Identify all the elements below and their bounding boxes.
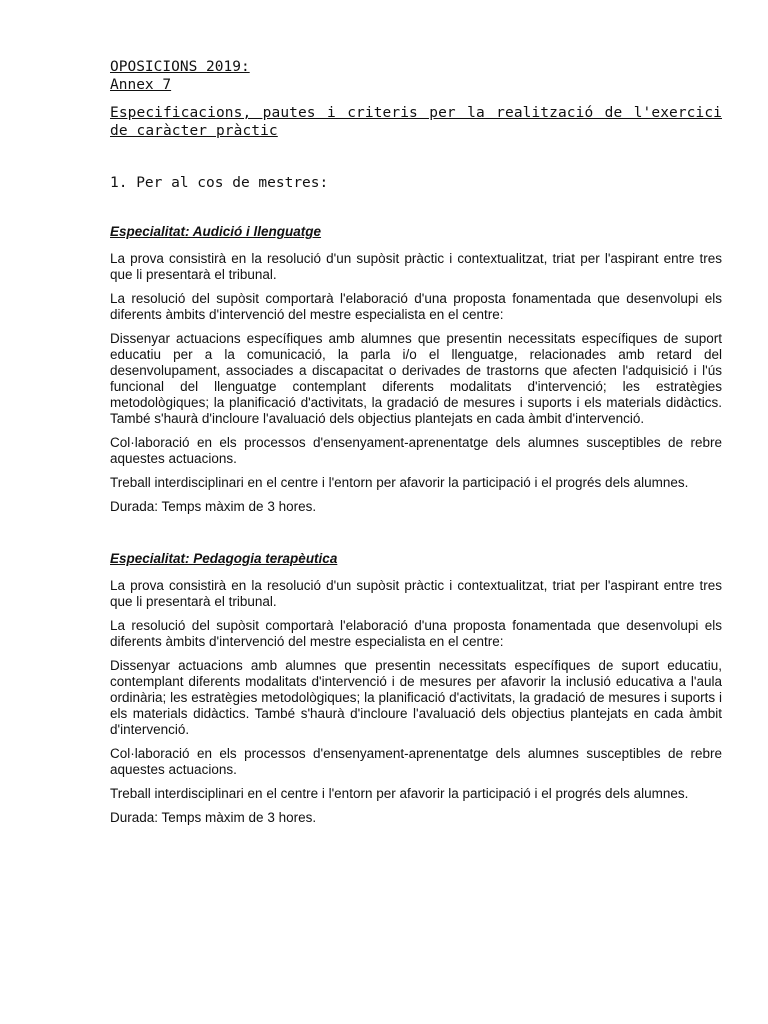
duration-text: Durada: Temps màxim de 3 hores. — [110, 499, 317, 514]
paragraph: Dissenyar actuacions específiques amb alumnes que presentin necessitats específiques de suport educatiu per a la comunicació, la parla i/o el llenguatge, relacionades amb retard del desenvolupament, associades a discapacitat o derivades de trastorns que afecten l'adquisició i l'ús funcional del llenguatge contemplant diferents modalitats d'intervenció; les estratègies metodològiques; la planificació d'activitats, la gradació de mesures i suports i els materials didàctics. També s'haurà d'incloure l'avaluació dels objectius plantejats en cada àmbit d'intervenció. — [110, 331, 722, 426]
specialty-title-pedagogia: Especialitat: Pedagogia terapèutica — [110, 551, 338, 566]
paragraph: Col·laboració en els processos d'ensenyament-aprenentatge dels alumnes susceptibles de rebre aquestes actuacions. — [110, 746, 722, 777]
paragraph: Treball interdisciplinari en el centre i l'entorn per afavorir la participació i el progrés dels alumnes. — [110, 475, 689, 490]
document-page — [110, 58, 722, 826]
paragraph: La prova consistirà en la resolució d'un supòsit pràctic i contextualitzat, triat per l'aspirant entre tres que li presentarà el tribunal. — [110, 251, 722, 282]
paragraph: Dissenyar actuacions amb alumnes que presentin necessitats específiques de suport educatiu, contemplant diferents modalitats d'intervenció i de mesures per afavorir la inclusió educativa a l'aula ordinària; les estratègies metodològiques; la planificació d'activitats, la gradació de mesures i suports i els materials didàctics. També s'haurà d'incloure l'avaluació dels objectius plantejats en cada àmbit d'intervenció. — [110, 658, 722, 737]
title-line-2: Annex 7 — [110, 77, 172, 93]
paragraph: La resolució del supòsit comportarà l'elaboració d'una proposta fonamentada que desenvolupi els diferents àmbits d'intervenció del mestre especialista en el centre: — [110, 291, 722, 322]
specialty-title-audicio: Especialitat: Audició i llenguatge — [110, 224, 322, 239]
document-subtitle: Especificacions, pautes i criteris per la realització de l'exercici de caràcter pràctic — [110, 105, 722, 139]
paragraph: La prova consistirà en la resolució d'un supòsit pràctic i contextualitzat, triat per l'aspirant entre tres que li presentarà el tribunal. — [110, 578, 722, 609]
paragraph: La resolució del supòsit comportarà l'elaboració d'una proposta fonamentada que desenvolupi els diferents àmbits d'intervenció del mestre especialista en el centre: — [110, 618, 722, 649]
duration-text: Durada: Temps màxim de 3 hores. — [110, 810, 317, 825]
document-title — [110, 58, 722, 94]
section-heading-mestres: 1. Per al cos de mestres: — [110, 175, 329, 191]
paragraph: Treball interdisciplinari en el centre i l'entorn per afavorir la participació i el progrés dels alumnes. — [110, 786, 689, 801]
paragraph: Col·laboració en els processos d'ensenyament-aprenentatge dels alumnes susceptibles de rebre aquestes actuacions. — [110, 435, 722, 466]
title-line-1: OPOSICIONS 2019: — [110, 59, 250, 75]
